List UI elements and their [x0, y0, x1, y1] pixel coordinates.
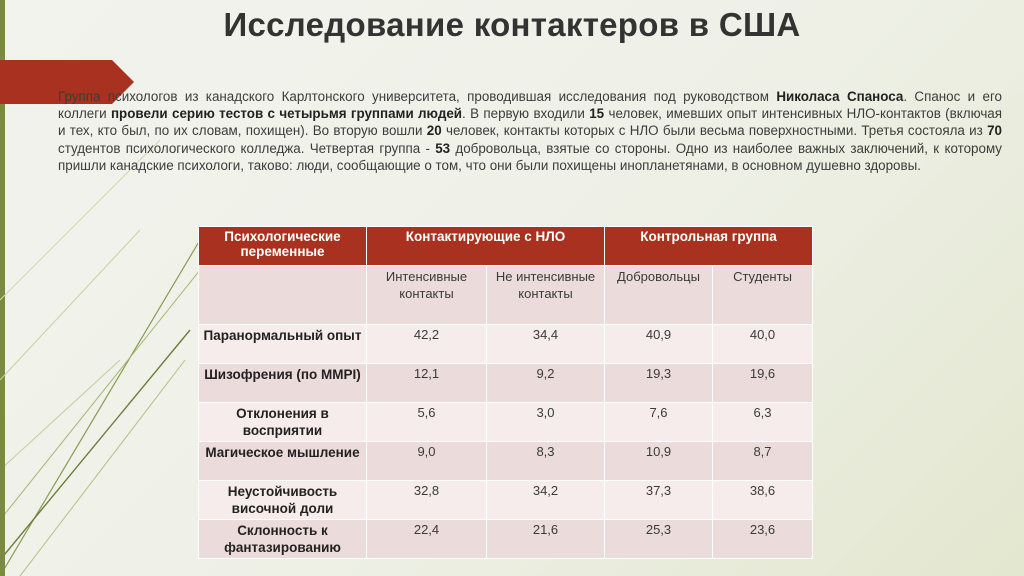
cell-value: 19,6	[713, 364, 813, 403]
table-row	[199, 403, 813, 442]
cell-value: 37,3	[605, 481, 713, 520]
table-row	[199, 364, 813, 403]
cell-value: 7,6	[605, 403, 713, 442]
header-contacts: Контактирующие с НЛО	[367, 227, 605, 266]
cell-value: 21,6	[487, 520, 605, 559]
subheader-empty	[199, 266, 367, 325]
cell-value: 34,2	[487, 481, 605, 520]
results-table	[198, 226, 813, 559]
cell-value: 12,1	[367, 364, 487, 403]
table-subheader-row	[199, 266, 813, 325]
header-variables: Психологические переменные	[199, 227, 367, 266]
cell-value: 22,4	[367, 520, 487, 559]
cell-value: 38,6	[713, 481, 813, 520]
header-control: Контрольная группа	[605, 227, 813, 266]
cell-value: 5,6	[367, 403, 487, 442]
cell-value: 40,0	[713, 325, 813, 364]
cell-value: 8,3	[487, 442, 605, 481]
table-row	[199, 520, 813, 559]
row-label: Неустойчивость височной доли	[199, 481, 367, 520]
intro-paragraph: Группа психологов из канадского Карлтонского университета, проводившая исследования под руководством Николаса Спаноса. Спанос и его коллеги провели серию тестов с четырьмя группами людей. В первую входили 15 человек, имевших опыт интенсивных НЛО-контактов (включая и тех, кто был, по их словам, похищен). Во вторую вошли 20 человек, контакты которых с НЛО были весьма поверхностными. Третья состояла из 70 студентов психологического колледжа. Четвертая группа - 53 добровольца, взятые со стороны. Одно из наиболее важных заключений, к которому пришли канадские психологи, таково: люди, сообщающие о том, что они были похищены инопланетянами, в основном душевно здоровы.	[58, 89, 1002, 173]
cell-value: 3,0	[487, 403, 605, 442]
subheader-volunteers: Добровольцы	[605, 266, 713, 325]
cell-value: 8,7	[713, 442, 813, 481]
cell-value: 42,2	[367, 325, 487, 364]
cell-value: 32,8	[367, 481, 487, 520]
cell-value: 10,9	[605, 442, 713, 481]
cell-value: 40,9	[605, 325, 713, 364]
cell-value: 25,3	[605, 520, 713, 559]
row-label: Склонность к фантазированию	[199, 520, 367, 559]
table-header-row	[199, 227, 813, 266]
subheader-non-intensive: Не интенсивные контакты	[487, 266, 605, 325]
cell-value: 34,4	[487, 325, 605, 364]
cell-value: 6,3	[713, 403, 813, 442]
subheader-intensive: Интенсивные контакты	[367, 266, 487, 325]
cell-value: 19,3	[605, 364, 713, 403]
table-row	[199, 325, 813, 364]
cell-value: 23,6	[713, 520, 813, 559]
row-label: Паранормальный опыт	[199, 325, 367, 364]
subheader-students: Студенты	[713, 266, 813, 325]
slide-title: Исследование контактеров в США	[223, 6, 801, 43]
table-row	[199, 442, 813, 481]
row-label: Отклонения в восприятии	[199, 403, 367, 442]
cell-value: 9,2	[487, 364, 605, 403]
table-row	[199, 481, 813, 520]
row-label: Шизофрения (по MMPI)	[199, 364, 367, 403]
cell-value: 9,0	[367, 442, 487, 481]
row-label: Магическое мышление	[199, 442, 367, 481]
